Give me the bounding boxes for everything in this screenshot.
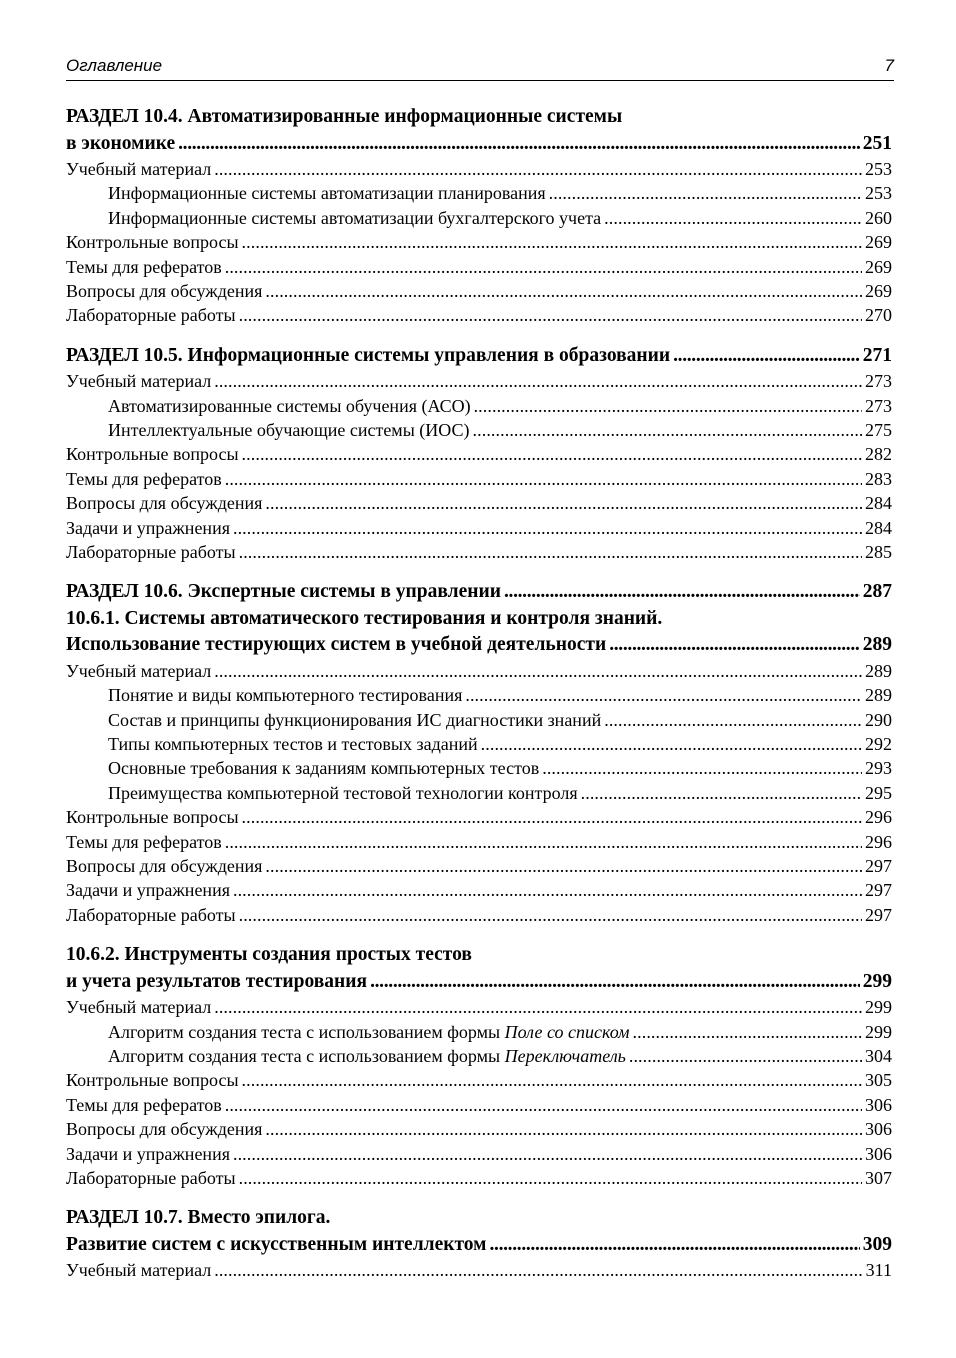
leader-dots [233, 516, 862, 540]
section-heading-entry[interactable] [66, 131, 892, 158]
leader-dots [604, 206, 862, 230]
leader-dots [481, 732, 862, 756]
toc-entry-label: Состав и принципы функционирования ИС диагностики знаний [108, 709, 602, 730]
leader-dots [214, 369, 862, 393]
toc-entry[interactable] [66, 756, 892, 780]
toc-entry[interactable] [66, 418, 892, 442]
toc-entry[interactable] [66, 683, 892, 707]
leader-dots [242, 805, 862, 829]
leader-dots [239, 903, 862, 927]
toc-entry[interactable] [66, 1142, 892, 1166]
toc-entry[interactable] [66, 708, 892, 732]
toc-entry-label: Вопросы для обсуждения [66, 280, 263, 301]
toc-entry[interactable] [66, 781, 892, 805]
toc-entry[interactable] [66, 157, 892, 181]
leader-dots [239, 540, 862, 564]
leader-dots [581, 781, 862, 805]
toc-entry-page: 282 [865, 444, 892, 465]
toc-entry-label-italic: Переключатель [504, 1045, 626, 1066]
toc-section [66, 942, 892, 1190]
toc-entry-page: 253 [865, 183, 892, 204]
leader-dots [673, 343, 860, 370]
toc-entry-page: 299 [865, 1021, 892, 1042]
section-heading-page: 289 [862, 634, 892, 656]
toc-entry-label: Темы для рефератов [66, 468, 222, 489]
leader-dots [225, 1093, 862, 1117]
toc-entry-page: 297 [865, 855, 892, 876]
toc-entry[interactable] [66, 181, 892, 205]
toc-entry-page: 290 [865, 709, 892, 730]
leader-dots [214, 1258, 862, 1282]
toc-entry[interactable] [66, 206, 892, 230]
section-heading-page: 271 [862, 344, 892, 366]
leader-dots [370, 969, 860, 996]
toc-entry[interactable] [66, 394, 892, 418]
toc-entry-page: 293 [865, 758, 892, 779]
toc-entry-label: Лабораторные работы [66, 541, 236, 562]
toc-entry-label: Типы компьютерных тестов и тестовых заданий [108, 734, 478, 755]
toc-section [66, 104, 892, 328]
toc-entry[interactable] [66, 279, 892, 303]
leader-dots [214, 157, 862, 181]
toc-entry-page: 311 [865, 1260, 892, 1281]
leader-dots [265, 279, 862, 303]
toc-entry-page: 295 [865, 782, 892, 803]
section-heading-label: и учета результатов тестирования [66, 970, 368, 992]
leader-dots [609, 632, 860, 659]
toc-section [66, 1205, 892, 1282]
toc-entry[interactable] [66, 1166, 892, 1190]
toc-entry[interactable] [66, 303, 892, 327]
section-heading-page: 287 [862, 581, 892, 603]
toc-entry-page: 296 [865, 807, 892, 828]
running-head [66, 56, 894, 81]
toc-entry-page: 269 [865, 256, 892, 277]
leader-dots [242, 230, 862, 254]
toc-entry-label: Контрольные вопросы [66, 1070, 239, 1091]
toc-entry-page: 283 [865, 468, 892, 489]
toc-entry-page: 305 [865, 1070, 892, 1091]
toc-entry-page: 284 [865, 517, 892, 538]
toc-entry-label: Алгоритм создания теста с использованием формы Переключатель [108, 1045, 626, 1066]
section-heading-entry[interactable] [66, 969, 892, 996]
toc-entry-label: Задачи и упражнения [66, 1143, 230, 1164]
running-head-page-number: 7 [884, 56, 894, 75]
toc-entry-label: Вопросы для обсуждения [66, 1119, 263, 1140]
toc-entry-label: Темы для рефератов [66, 1094, 222, 1115]
section-heading-label: Развитие систем с искусственным интеллектом [66, 1233, 487, 1255]
leader-dots [214, 659, 862, 683]
leader-dots [242, 1068, 862, 1092]
toc-entry[interactable] [66, 1117, 892, 1141]
toc-entry-label: Автоматизированные системы обучения (АСО) [108, 395, 471, 416]
toc-entry-label: Лабораторные работы [66, 1167, 236, 1188]
toc-entry-label: Лабораторные работы [66, 904, 236, 925]
toc-entry-page: 284 [865, 493, 892, 514]
toc-entry-page: 285 [865, 541, 892, 562]
section-heading-line: 10.6.2. Инструменты создания простых тестов [66, 944, 472, 966]
toc-entry-page: 270 [865, 305, 892, 326]
toc-entry-page: 260 [865, 207, 892, 228]
toc-entry-label: Учебный материал [66, 159, 212, 179]
toc-entry-page: 306 [865, 1094, 892, 1115]
leader-dots [239, 1166, 862, 1190]
toc-entry[interactable] [66, 732, 892, 756]
leader-dots [239, 303, 862, 327]
leader-dots [265, 854, 862, 878]
toc-entry[interactable] [66, 1258, 892, 1282]
toc-entry-label: Контрольные вопросы [66, 444, 239, 465]
leader-dots [549, 181, 862, 205]
section-heading-page: 309 [862, 1233, 892, 1255]
leader-dots [474, 394, 862, 418]
section-heading-label: Использование тестирующих систем в учебной деятельности [66, 634, 607, 656]
leader-dots [214, 995, 862, 1019]
section-heading-label: РАЗДЕЛ 10.5. Информационные системы управления в образовании [66, 344, 671, 366]
toc-entry-page: 306 [865, 1143, 892, 1164]
leader-dots [178, 131, 860, 158]
running-head-title: Оглавление [66, 56, 163, 75]
toc-entry-label: Лабораторные работы [66, 305, 236, 326]
toc-entry[interactable] [66, 854, 892, 878]
toc-entry[interactable] [66, 442, 892, 466]
leader-dots [629, 1044, 862, 1068]
toc-entry[interactable] [66, 1093, 892, 1117]
toc-entry-label: Интеллектуальные обучающие системы (ИОС) [108, 420, 470, 441]
toc-entry-page: 299 [865, 997, 892, 1018]
toc-entry[interactable] [66, 878, 892, 902]
toc-entry-label: Задачи и упражнения [66, 517, 230, 538]
toc-entry-page: 292 [865, 734, 892, 755]
toc-entry-page: 275 [865, 420, 892, 441]
toc-entry-label: Контрольные вопросы [66, 232, 239, 253]
section-heading-page: 299 [862, 970, 892, 992]
section-heading-entry[interactable] [66, 343, 892, 370]
toc-entry-label: Вопросы для обсуждения [66, 855, 263, 876]
leader-dots [604, 708, 862, 732]
section-heading-page: 251 [862, 132, 892, 154]
leader-dots [233, 1142, 862, 1166]
toc-entry-label: Темы для рефератов [66, 256, 222, 277]
toc-entry-label: Основные требования к заданиям компьютерных тестов [108, 758, 540, 779]
toc-entry-page: 289 [865, 685, 892, 706]
toc-entry-page: 289 [865, 660, 892, 681]
toc-entry[interactable] [66, 830, 892, 854]
section-heading-label: в экономике [66, 132, 176, 154]
toc-entry-page: 269 [865, 280, 892, 301]
toc-entry-label: Понятие и виды компьютерного тестирования [108, 685, 463, 706]
leader-dots [465, 683, 862, 707]
toc-entry-page: 296 [865, 831, 892, 852]
toc-entry-page: 253 [865, 159, 892, 179]
toc-entry-label: Информационные системы автоматизации бухгалтерского учета [108, 207, 602, 228]
leader-dots [225, 255, 862, 279]
leader-dots [265, 491, 862, 515]
toc-entry-label: Учебный материал [66, 660, 212, 681]
toc-entry[interactable] [66, 516, 892, 540]
toc-entry-label: Задачи и упражнения [66, 880, 230, 901]
section-heading-line: РАЗДЕЛ 10.4. Автоматизированные информационные системы [66, 106, 623, 127]
toc-entry[interactable] [66, 1020, 892, 1044]
toc-entry[interactable] [66, 659, 892, 683]
toc-entry-page: 269 [865, 232, 892, 253]
leader-dots [233, 878, 862, 902]
leader-dots [242, 442, 862, 466]
section-heading-label: РАЗДЕЛ 10.6. Экспертные системы в управлении [66, 581, 501, 603]
toc-entry[interactable] [66, 230, 892, 254]
section-heading-entry[interactable] [66, 579, 892, 606]
section-heading-line: 10.6.1. Системы автоматического тестирования и контроля знаний. [66, 607, 663, 629]
toc-entry[interactable] [66, 805, 892, 829]
toc-entry-label: Алгоритм создания теста с использованием формы Поле со списком [108, 1021, 630, 1042]
toc-entry[interactable] [66, 369, 892, 393]
toc-entry-page: 297 [865, 904, 892, 925]
toc-entry-label: Темы для рефератов [66, 831, 222, 852]
toc-entry-label: Вопросы для обсуждения [66, 493, 263, 514]
toc-entry-label: Учебный материал [66, 997, 212, 1018]
toc-entry[interactable] [66, 995, 892, 1019]
toc-entry[interactable] [66, 1044, 892, 1068]
toc-entry-label-italic: Поле со списком [504, 1021, 630, 1042]
leader-dots [542, 756, 862, 780]
toc-entry-label: Преимущества компьютерной тестовой технологии контроля [108, 782, 578, 803]
leader-dots [473, 418, 862, 442]
toc-entry[interactable] [66, 540, 892, 564]
toc-entry-page: 297 [865, 880, 892, 901]
section-heading-entry[interactable] [66, 1232, 892, 1259]
section-heading-line: РАЗДЕЛ 10.7. Вместо эпилога. [66, 1207, 331, 1229]
leader-dots [225, 830, 862, 854]
toc-entry-label: Контрольные вопросы [66, 807, 239, 828]
toc-entry-label: Информационные системы автоматизации планирования [108, 183, 546, 204]
toc-entry-page: 273 [865, 371, 892, 392]
toc-entry[interactable] [66, 903, 892, 927]
leader-dots [633, 1020, 862, 1044]
toc-entry[interactable] [66, 1068, 892, 1092]
toc-entry[interactable] [66, 467, 892, 491]
leader-dots [265, 1117, 862, 1141]
toc-entry-label: Учебный материал [66, 1260, 212, 1281]
toc-entry-page: 307 [865, 1167, 892, 1188]
toc-section [66, 579, 892, 927]
section-heading-entry[interactable] [66, 632, 892, 659]
toc-section [66, 343, 892, 565]
table-of-contents [66, 104, 892, 1298]
toc-entry-page: 304 [865, 1045, 892, 1066]
leader-dots [225, 467, 862, 491]
toc-entry[interactable] [66, 255, 892, 279]
toc-entry[interactable] [66, 491, 892, 515]
toc-entry-page: 273 [865, 395, 892, 416]
toc-entry-label: Учебный материал [66, 371, 212, 392]
leader-dots [489, 1232, 859, 1259]
toc-entry-page: 306 [865, 1119, 892, 1140]
leader-dots [504, 579, 860, 606]
